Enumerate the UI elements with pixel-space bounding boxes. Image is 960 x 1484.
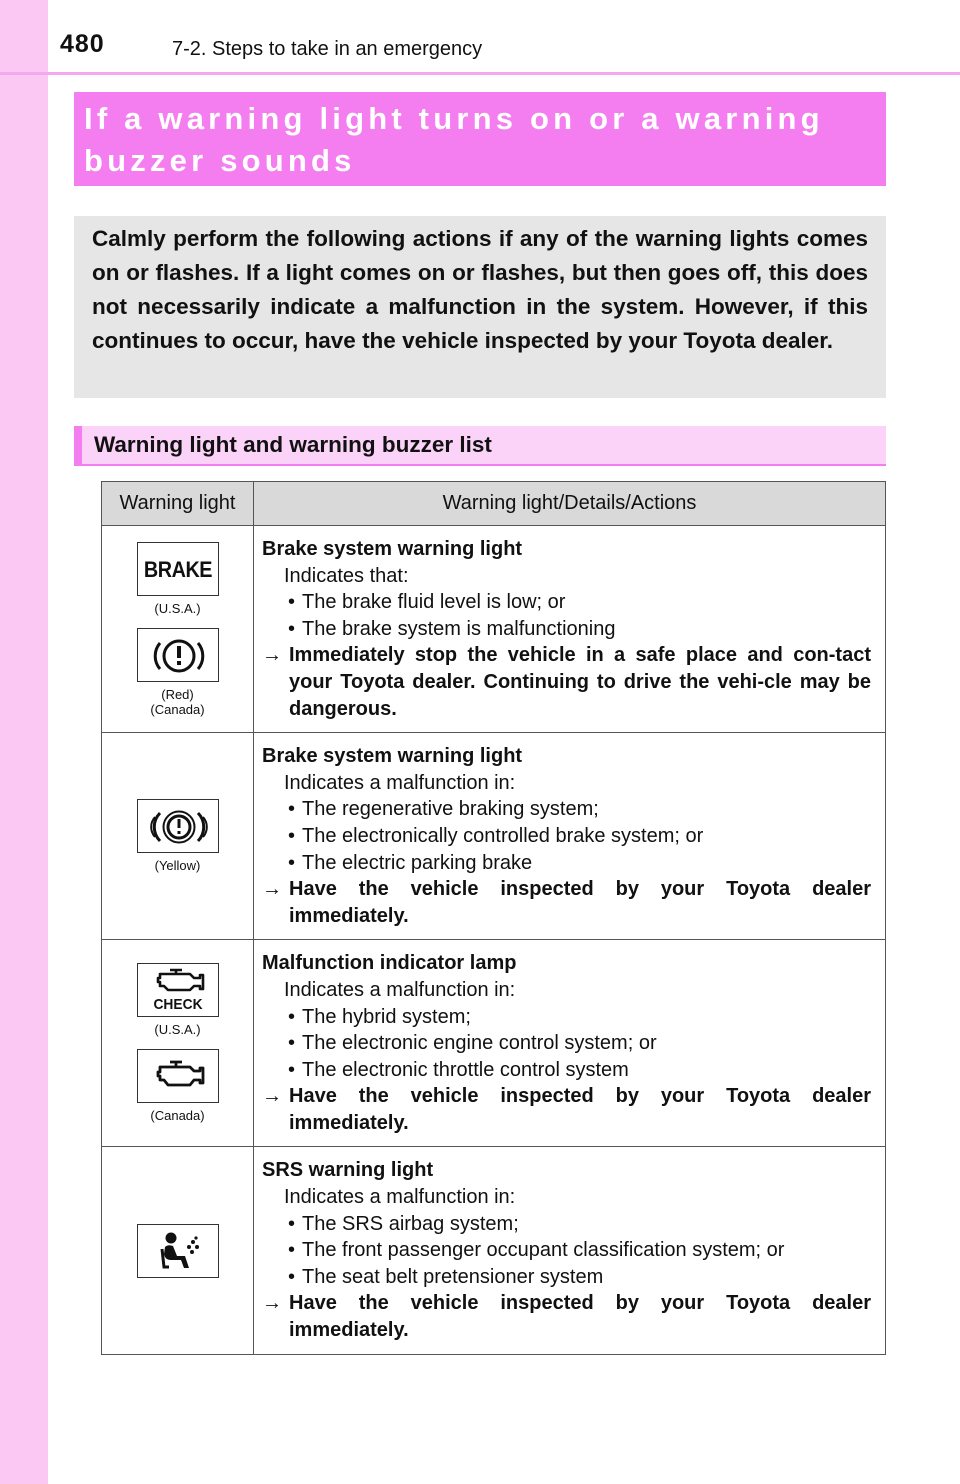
arrow-icon: → bbox=[262, 1085, 282, 1108]
arrow-icon: → bbox=[262, 878, 282, 901]
row-intro: Indicates a malfunction in: bbox=[284, 1186, 516, 1209]
list-item: • The regenerative braking system; bbox=[262, 796, 871, 823]
action-label: Immediately stop the vehicle in a safe place and con-tact your Toyota dealer. Continuing to drive the vehi-cle may be dangerous. bbox=[289, 644, 871, 720]
intro-text: Calmly perform the following actions if any of the warning lights comes on or flashes. If a light comes on or flashes, but then goes off, this does not necessarily indicate a malfunction in the system. However, if this continues to occur, have the vehicle inspected by your Toyota dealer. bbox=[92, 226, 868, 353]
brake-icon-label: BRAKE bbox=[143, 556, 212, 582]
header-rule bbox=[0, 72, 960, 75]
brake-system-yellow-icon bbox=[137, 799, 219, 853]
table-row bbox=[102, 526, 886, 733]
icon-caption: (Yellow) bbox=[154, 858, 201, 874]
row-intro: Indicates that: bbox=[284, 564, 409, 587]
list-item: • The hybrid system; bbox=[262, 1004, 871, 1031]
icon-caption: (Red) (Canada) bbox=[150, 686, 205, 717]
action-label: Have the vehicle inspected by your Toyota dealer immediately. bbox=[289, 878, 871, 927]
list-item: • The SRS airbag system; bbox=[262, 1211, 871, 1238]
row-intro: Indicates a malfunction in: bbox=[284, 978, 516, 1001]
icon-cell bbox=[102, 526, 254, 733]
column-header-warning-light: Warning light bbox=[102, 482, 254, 526]
details-cell bbox=[254, 1147, 886, 1354]
list-item: • The electronically controlled brake system; or bbox=[262, 823, 871, 850]
table-row bbox=[102, 1147, 886, 1354]
brake-text-icon bbox=[137, 542, 219, 596]
side-strip bbox=[0, 0, 48, 1484]
details-cell bbox=[254, 940, 886, 1147]
icon-caption: (Canada) bbox=[150, 1108, 205, 1124]
details-cell bbox=[254, 526, 886, 733]
row-title: Brake system warning light bbox=[262, 538, 523, 560]
subheading-text: Warning light and warning buzzer list bbox=[94, 432, 492, 457]
action-text bbox=[262, 876, 871, 929]
action-text bbox=[262, 1290, 871, 1343]
table-row bbox=[102, 940, 886, 1147]
action-label: Have the vehicle inspected by your Toyota dealer immediately. bbox=[289, 1085, 871, 1134]
engine-icon bbox=[137, 1049, 219, 1103]
icon-cell bbox=[102, 733, 254, 940]
list-item: • The electronic throttle control system bbox=[262, 1057, 871, 1084]
list-item: • The brake system is malfunctioning bbox=[262, 616, 871, 643]
page-number: 480 bbox=[60, 30, 105, 58]
running-head: 7-2. Steps to take in an emergency bbox=[172, 38, 483, 60]
icon-cell bbox=[102, 1147, 254, 1354]
subheading-bar bbox=[74, 426, 886, 466]
section-title-line-2: buzzer sounds bbox=[84, 143, 356, 178]
section-title-box bbox=[74, 92, 886, 186]
row-title: Brake system warning light bbox=[262, 745, 523, 768]
details-cell bbox=[254, 733, 886, 940]
icon-cell bbox=[102, 940, 254, 1147]
table-row bbox=[102, 733, 886, 940]
arrow-icon: → bbox=[262, 644, 282, 667]
srs-airbag-icon bbox=[137, 1224, 219, 1278]
icon-caption: (U.S.A.) bbox=[154, 1022, 201, 1038]
intro-box bbox=[74, 216, 886, 398]
icon-caption: (U.S.A.) bbox=[154, 600, 201, 616]
list-item: • The brake fluid level is low; or bbox=[262, 589, 871, 616]
row-intro: Indicates a malfunction in: bbox=[284, 771, 516, 794]
list-item: • The seat belt pretensioner system bbox=[262, 1264, 871, 1291]
list-item: • The electronic engine control system; or bbox=[262, 1030, 871, 1057]
arrow-icon: → bbox=[262, 1292, 282, 1315]
section-title-line-1: If a warning light turns on or a warning bbox=[84, 101, 824, 136]
row-title: SRS warning light bbox=[262, 1159, 434, 1182]
action-label: Have the vehicle inspected by your Toyota dealer immediately. bbox=[289, 1292, 871, 1342]
column-header-details: Warning light/Details/Actions bbox=[254, 482, 886, 526]
brake-exclamation-icon bbox=[137, 628, 219, 682]
check-icon-label: CHECK bbox=[152, 996, 203, 1014]
list-item: • The front passenger occupant classification system; or bbox=[262, 1237, 871, 1264]
action-text bbox=[262, 642, 871, 722]
row-title: Malfunction indicator lamp bbox=[262, 952, 517, 975]
warning-light-table bbox=[101, 481, 886, 1355]
list-item: • The electric parking brake bbox=[262, 850, 871, 877]
engine-check-icon bbox=[137, 963, 219, 1017]
table-header-row bbox=[102, 482, 886, 526]
action-text bbox=[262, 1083, 871, 1136]
